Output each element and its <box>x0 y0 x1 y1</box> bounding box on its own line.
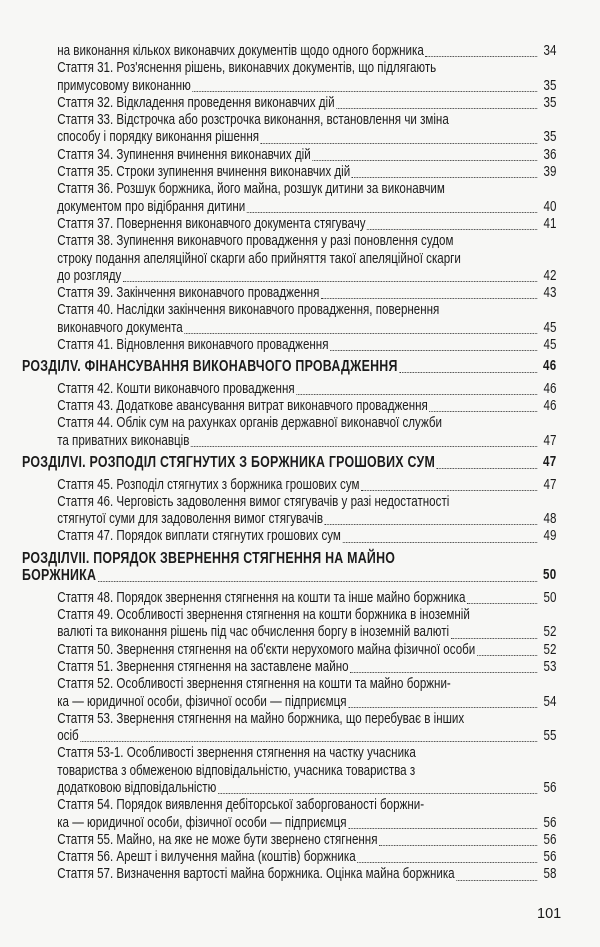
toc-entry-title: виконавчого документа <box>57 319 183 336</box>
toc-line <box>57 164 556 181</box>
toc-line <box>57 381 556 398</box>
toc-line <box>57 815 556 832</box>
toc-page-number: 42 <box>543 267 557 284</box>
toc-entry <box>22 233 556 285</box>
toc-entry-title: Стаття 56. Арешт і вилучення майна (коштів) боржника <box>57 849 356 866</box>
toc-line <box>57 320 556 337</box>
dot-leader <box>477 655 537 656</box>
toc-entry-title: Стаття 38. Зупинення виконавчого провадження у разі поновлення судом <box>57 233 454 250</box>
toc-page-number: 54 <box>543 693 557 710</box>
toc-page-number: 46 <box>543 358 557 375</box>
toc-entry-title: валюті та виконання рішень під час обчислення боргу в іноземній валюті <box>57 624 450 641</box>
toc-entry-title: примусовому виконанню <box>57 77 191 94</box>
toc-entry-title: Стаття 57. Визначення вартості майна боржника. Оцінка майна боржника <box>57 866 455 883</box>
toc-page-number: 53 <box>543 658 557 675</box>
dot-leader <box>437 468 538 469</box>
toc-page-number: 50 <box>543 589 557 606</box>
toc-line <box>57 763 556 780</box>
toc-page-number: 47 <box>543 476 557 493</box>
toc-entry-title: осіб <box>57 728 79 745</box>
toc-page-number: 39 <box>543 164 557 181</box>
toc-line <box>22 567 556 585</box>
toc-entry <box>22 381 556 398</box>
toc-entry-title: строку подання апеляційної скарги або прийняття такої апеляційної скарги <box>57 250 461 267</box>
toc-entry-title: Стаття 39. Закінчення виконавчого провадження <box>57 285 320 302</box>
toc-line <box>57 728 556 745</box>
toc-line <box>57 398 556 415</box>
toc-line <box>57 216 556 233</box>
toc-entry-title: ка — юридичної особи, фізичної особи — підприємця <box>57 693 347 710</box>
dot-leader <box>348 828 537 829</box>
toc-entry <box>22 607 556 642</box>
toc-page-number: 40 <box>543 198 557 215</box>
dot-leader <box>343 542 538 543</box>
toc-entry-title: документом про відібрання дитини <box>57 198 246 215</box>
dot-leader <box>379 845 537 846</box>
toc-entry <box>22 642 556 659</box>
toc-entry-title: додатковою відповідальністю <box>57 779 217 796</box>
toc-entry <box>22 494 556 529</box>
dot-leader <box>429 411 537 412</box>
dot-leader <box>191 446 537 447</box>
toc-page-number: 46 <box>543 398 557 415</box>
toc-line <box>57 60 556 77</box>
toc-entry-title: Стаття 36. Розшук боржника, його майна, розшук дитини за виконавчим <box>57 181 445 198</box>
toc-line <box>57 780 556 797</box>
toc-entry-title: Стаття 32. Відкладення проведення виконавчих дій <box>57 94 335 111</box>
dot-leader <box>350 672 537 673</box>
toc-entry-title: РОЗДІЛVII. ПОРЯДОК ЗВЕРНЕННЯ СТЯГНЕННЯ НА МАЙНО <box>22 549 396 567</box>
toc-entry <box>22 797 556 832</box>
toc-line <box>57 797 556 814</box>
toc-entry <box>22 590 556 607</box>
toc-page-number: 55 <box>543 728 557 745</box>
toc-entry-title: Стаття 55. Майно, на яке не може бути звернено стягнення <box>57 831 378 848</box>
toc-entry-title: Стаття 46. Черговість задоволення вимог стягувачів у разі недостатності <box>57 493 450 510</box>
toc-line <box>57 268 556 285</box>
toc-entry-title: Стаття 41. Відновлення виконавчого провадження <box>57 337 329 354</box>
toc-entry <box>22 398 556 415</box>
toc-entry <box>22 95 556 112</box>
toc-line <box>57 199 556 216</box>
toc-entry <box>22 849 556 866</box>
toc-entry <box>22 711 556 746</box>
toc-page-number: 48 <box>543 511 557 528</box>
toc-entry-title: Стаття 51. Звернення стягнення на заставлене майно <box>57 658 349 675</box>
toc-entry-title: Стаття 53-1. Особливості звернення стягнення на частку учасника <box>57 745 416 762</box>
toc-entry <box>22 43 556 60</box>
toc-page-number: 56 <box>543 779 557 796</box>
toc-line <box>57 233 556 250</box>
toc-entry <box>22 216 556 233</box>
toc-page-number: 47 <box>543 432 557 449</box>
dot-leader <box>184 333 537 334</box>
toc-line <box>57 129 556 146</box>
toc-page-number: 56 <box>543 814 557 831</box>
dot-leader <box>399 372 537 373</box>
toc-line <box>57 528 556 545</box>
dot-leader <box>325 524 538 525</box>
toc-entry <box>22 112 556 147</box>
toc-entry-title: Стаття 45. Розподіл стягнутих з боржника грошових сум <box>57 476 360 493</box>
dot-leader <box>348 707 537 708</box>
dot-leader <box>352 177 537 178</box>
toc-page-number: 49 <box>543 528 557 545</box>
toc-entry-title: товариства з обмеженою відповідальністю, учасника товариства з <box>57 762 416 779</box>
toc-section-heading <box>22 358 556 376</box>
toc-entry <box>22 745 556 797</box>
toc-line <box>57 78 556 95</box>
toc-entry-title: Стаття 31. Роз'яснення рішень, виконавчих документів, що підлягають <box>57 60 437 77</box>
toc-line <box>57 112 556 129</box>
toc-line <box>57 477 556 494</box>
toc-entry <box>22 164 556 181</box>
toc-entry <box>22 528 556 545</box>
toc-entry-title: способу і порядку виконання рішення <box>57 129 260 146</box>
dot-leader <box>80 741 537 742</box>
toc-entry <box>22 181 556 216</box>
toc-entry <box>22 60 556 95</box>
toc-entry-title: до розгляду <box>57 267 122 284</box>
dot-leader <box>456 880 537 881</box>
dot-leader <box>192 91 537 92</box>
toc-entry-title: РОЗДІЛVI. РОЗПОДІЛ СТЯГНУТИХ З БОРЖНИКА ГРОШОВИХ СУМ <box>22 454 436 472</box>
toc-entry <box>22 337 556 354</box>
dot-leader <box>336 108 537 109</box>
toc-line <box>57 676 556 693</box>
toc-line <box>57 607 556 624</box>
toc-line <box>57 624 556 641</box>
dot-leader <box>247 212 537 213</box>
toc-line <box>22 358 556 376</box>
dot-leader <box>361 490 537 491</box>
toc-entry <box>22 477 556 494</box>
toc-entry-title: та приватних виконавців <box>57 432 190 449</box>
toc-section-heading <box>22 550 556 585</box>
dot-leader <box>367 229 537 230</box>
toc-line <box>57 302 556 319</box>
dot-leader <box>451 638 537 639</box>
toc-line <box>57 745 556 762</box>
table-of-contents <box>22 43 556 884</box>
toc-entry-title: Стаття 54. Порядок виявлення дебіторської заборгованості боржни- <box>57 797 425 814</box>
toc-entry <box>22 832 556 849</box>
toc-line <box>57 849 556 866</box>
toc-page-number: 47 <box>543 454 557 471</box>
dot-leader <box>312 160 537 161</box>
toc-line <box>57 511 556 528</box>
dot-leader <box>330 350 537 351</box>
toc-line <box>57 642 556 659</box>
toc-entry-title: Стаття 49. Особливості звернення стягнення на кошти боржника в іноземній <box>57 607 470 624</box>
toc-entry-title: БОРЖНИКА <box>22 567 97 585</box>
toc-line <box>57 285 556 302</box>
toc-line <box>57 147 556 164</box>
toc-page-number: 58 <box>543 866 557 883</box>
toc-line <box>57 694 556 711</box>
toc-page-number: 46 <box>543 380 557 397</box>
toc-entry-title: Стаття 50. Звернення стягнення на об'єкти нерухомого майна фізичної особи <box>57 641 476 658</box>
toc-entry <box>22 415 556 450</box>
toc-entry <box>22 302 556 337</box>
toc-entry <box>22 285 556 302</box>
toc-entry-title: стягнутої суми для задоволення вимог стягувачів <box>57 511 324 528</box>
dot-leader <box>296 394 537 395</box>
toc-page-number: 35 <box>543 94 557 111</box>
toc-entry-title: Стаття 33. Відстрочка або розстрочка виконання, встановлення чи зміна <box>57 112 449 129</box>
toc-page-number: 41 <box>543 215 557 232</box>
toc-entry <box>22 866 556 883</box>
toc-page-number: 35 <box>543 129 557 146</box>
dot-leader <box>467 603 537 604</box>
toc-entry <box>22 147 556 164</box>
dot-leader <box>98 581 537 582</box>
toc-page-number: 43 <box>543 285 557 302</box>
toc-page-number: 36 <box>543 146 557 163</box>
toc-line <box>57 659 556 676</box>
toc-line <box>57 95 556 112</box>
page-number: 101 <box>537 906 562 922</box>
toc-line <box>57 866 556 883</box>
toc-entry-title: Стаття 48. Порядок звернення стягнення на кошти та інше майно боржника <box>57 589 466 606</box>
dot-leader <box>218 793 537 794</box>
toc-entry-title: Стаття 34. Зупинення вчинення виконавчих дій <box>57 146 311 163</box>
toc-line <box>57 43 556 60</box>
toc-line <box>57 251 556 268</box>
toc-entry-title: Стаття 52. Особливості звернення стягнення на кошти та майно боржни- <box>57 676 451 693</box>
toc-page-number: 45 <box>543 337 557 354</box>
toc-entry-title: Стаття 40. Наслідки закінчення виконавчого провадження, повернення <box>57 302 440 319</box>
toc-entry-title: ка — юридичної особи, фізичної особи — підприємця <box>57 814 347 831</box>
toc-line <box>57 337 556 354</box>
toc-line <box>57 832 556 849</box>
dot-leader <box>123 281 537 282</box>
toc-page-number: 35 <box>543 77 557 94</box>
toc-entry-title: Стаття 44. Облік сум на рахунках органів державної виконавчої служби <box>57 415 442 432</box>
toc-line <box>57 181 556 198</box>
toc-page-number: 45 <box>543 319 557 336</box>
toc-entry <box>22 676 556 711</box>
dot-leader <box>321 298 537 299</box>
toc-line <box>57 433 556 450</box>
toc-entry-title: Стаття 43. Додаткове авансування витрат виконавчого провадження <box>57 398 428 415</box>
toc-page-number: 34 <box>543 43 557 59</box>
toc-line <box>57 415 556 432</box>
toc-entry-title: Стаття 53. Звернення стягнення на майно боржника, що перебуває в інших <box>57 710 465 727</box>
toc-line <box>57 590 556 607</box>
toc-entry-title: РОЗДІЛV. ФІНАНСУВАННЯ ВИКОНАВЧОГО ПРОВАДЖЕННЯ <box>22 358 398 376</box>
toc-line <box>22 550 556 568</box>
toc-entry-title: Стаття 42. Кошти виконавчого провадження <box>57 380 295 397</box>
toc-line <box>57 494 556 511</box>
toc-line <box>22 454 556 472</box>
toc-entry-title: Стаття 37. Повернення виконавчого документа стягувачу <box>57 215 366 232</box>
toc-line <box>57 711 556 728</box>
dot-leader <box>357 862 537 863</box>
toc-section-heading <box>22 454 556 472</box>
toc-entry-title: Стаття 47. Порядок виплати стягнутих грошових сум <box>57 528 341 545</box>
toc-page-number: 52 <box>543 624 557 641</box>
toc-entry <box>22 659 556 676</box>
toc-page-number: 52 <box>543 641 557 658</box>
toc-entry-title: Стаття 35. Строки зупинення вчинення виконавчих дій <box>57 164 351 181</box>
toc-page-number: 56 <box>543 831 557 848</box>
toc-entry-title: на виконання кількох виконавчих документів щодо одного боржника <box>57 43 424 59</box>
toc-page-number: 56 <box>543 849 557 866</box>
dot-leader <box>261 143 538 144</box>
dot-leader <box>425 56 537 57</box>
toc-page-number: 50 <box>543 567 557 584</box>
